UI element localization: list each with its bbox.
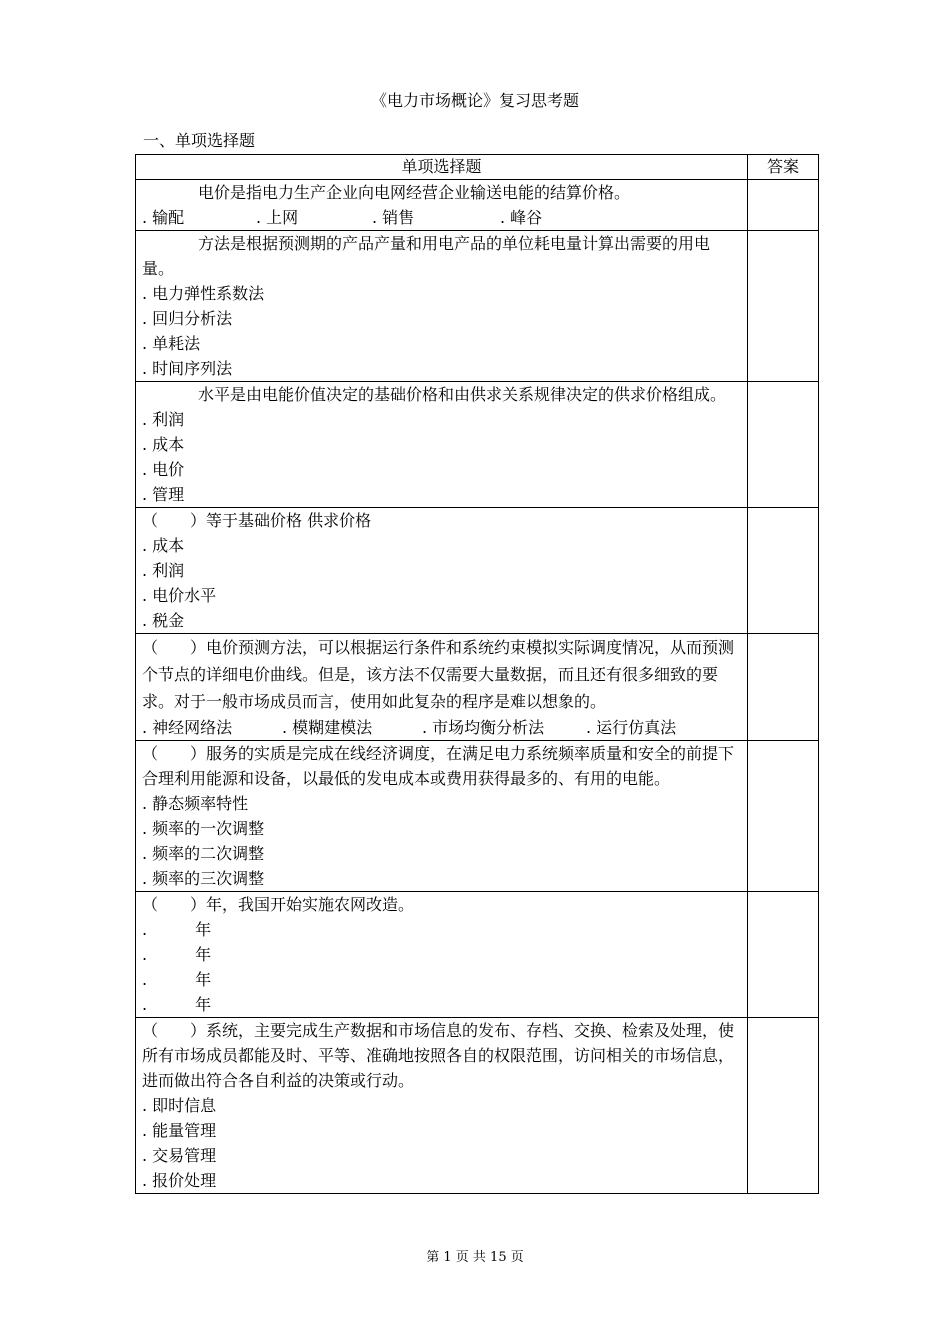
answer-cell[interactable] — [748, 508, 819, 634]
table-row — [136, 508, 819, 634]
option: . 成本 — [142, 536, 185, 555]
question-cell — [136, 231, 748, 382]
option: . 电价水平 — [142, 586, 217, 605]
option: . 频率的二次调整 — [142, 844, 265, 863]
option: . 税金 — [142, 611, 185, 630]
option: . 运行仿真法 — [586, 718, 677, 737]
option-list — [142, 715, 741, 740]
option: . 成本 — [142, 435, 185, 454]
table-row — [136, 231, 819, 382]
option: . 能量管理 — [142, 1121, 217, 1140]
option: . 回归分析法 — [142, 309, 233, 328]
option: . 报价处理 — [142, 1171, 217, 1190]
option: . 年 — [142, 970, 212, 989]
question-cell — [136, 508, 748, 634]
question-stem: （ ）服务的实质是完成在线经济调度，在满足电力系统频率质量和安全的前提下合理利用能源和设备，以最低的发电成本或费用获得最多的、有用的电能。 — [142, 744, 735, 788]
option: . 利润 — [142, 410, 185, 429]
option: . 输配 — [142, 208, 185, 227]
question-stem: 电价是指电力生产企业向电网经营企业输送电能的结算价格。 — [198, 183, 631, 202]
question-stem: （ ）年，我国开始实施农网改造。 — [142, 895, 415, 914]
option: . 上网 — [256, 208, 299, 227]
question-cell — [136, 180, 748, 231]
option: . 利润 — [142, 561, 185, 580]
option: . 年 — [142, 945, 212, 964]
option: . 电价 — [142, 460, 185, 479]
option: . 年 — [142, 995, 212, 1014]
option-list — [142, 205, 741, 230]
question-cell — [136, 382, 748, 508]
answer-cell[interactable] — [748, 1018, 819, 1194]
option: . 频率的三次调整 — [142, 869, 265, 888]
option: . 静态频率特性 — [142, 794, 249, 813]
answer-cell[interactable] — [748, 180, 819, 231]
table-row — [136, 634, 819, 741]
question-table — [135, 154, 819, 1194]
table-row — [136, 892, 819, 1018]
question-stem: 方法是根据预测期的产品产量和用电产品的单位耗电量计算出需要的用电量。 — [142, 234, 711, 278]
question-cell — [136, 634, 748, 741]
option: . 管理 — [142, 485, 185, 504]
question-stem: （ ）等于基础价格 供求价格 — [142, 511, 372, 530]
header-question: 单项选择题 — [136, 155, 748, 180]
question-stem: （ ）系统，主要完成生产数据和市场信息的发布、存档、交换、检索及处理，使所有市场成员都能及时、平等、准确地按照各自的权限范围，访问相关的市场信息，进而做出符合各自利益的决策或行动。 — [142, 1021, 735, 1090]
option: . 单耗法 — [142, 334, 201, 353]
option: . 即时信息 — [142, 1096, 217, 1115]
answer-cell[interactable] — [748, 892, 819, 1018]
question-stem: （ ）电价预测方法，可以根据运行条件和系统约束模拟实际调度情况，从而预测个节点的详细电价曲线。但是，该方法不仅需要大量数据，而且还有很多细致的要求。对于一般市场成员而言，使用如此复杂的程序是难以想象的。 — [142, 638, 735, 711]
header-answer: 答案 — [748, 155, 819, 180]
table-row — [136, 1018, 819, 1194]
option: . 频率的一次调整 — [142, 819, 265, 838]
table-row — [136, 180, 819, 231]
question-cell — [136, 741, 748, 892]
question-stem: 水平是由电能价值决定的基础价格和由供求关系规律决定的供求价格组成。 — [198, 385, 727, 404]
question-cell — [136, 892, 748, 1018]
option: . 交易管理 — [142, 1146, 217, 1165]
page-title: 《电力市场概论》复习思考题 — [370, 91, 579, 110]
table-header-row — [136, 155, 819, 180]
option: . 时间序列法 — [142, 359, 233, 378]
answer-cell[interactable] — [748, 231, 819, 382]
option: . 电力弹性系数法 — [142, 284, 265, 303]
answer-cell[interactable] — [748, 634, 819, 741]
option: . 销售 — [372, 208, 415, 227]
answer-cell[interactable] — [748, 741, 819, 892]
question-cell — [136, 1018, 748, 1194]
option: . 市场均衡分析法 — [422, 718, 545, 737]
answer-cell[interactable] — [748, 382, 819, 508]
table-row — [136, 741, 819, 892]
table-row — [136, 382, 819, 508]
page-footer: 第 1 页 共 15 页 — [426, 1250, 524, 1265]
option: . 年 — [142, 920, 212, 939]
option: . 神经网络法 — [142, 718, 233, 737]
option: . 峰谷 — [500, 208, 543, 227]
section-heading: 一、单项选择题 — [143, 131, 256, 150]
option: . 模糊建模法 — [282, 718, 373, 737]
